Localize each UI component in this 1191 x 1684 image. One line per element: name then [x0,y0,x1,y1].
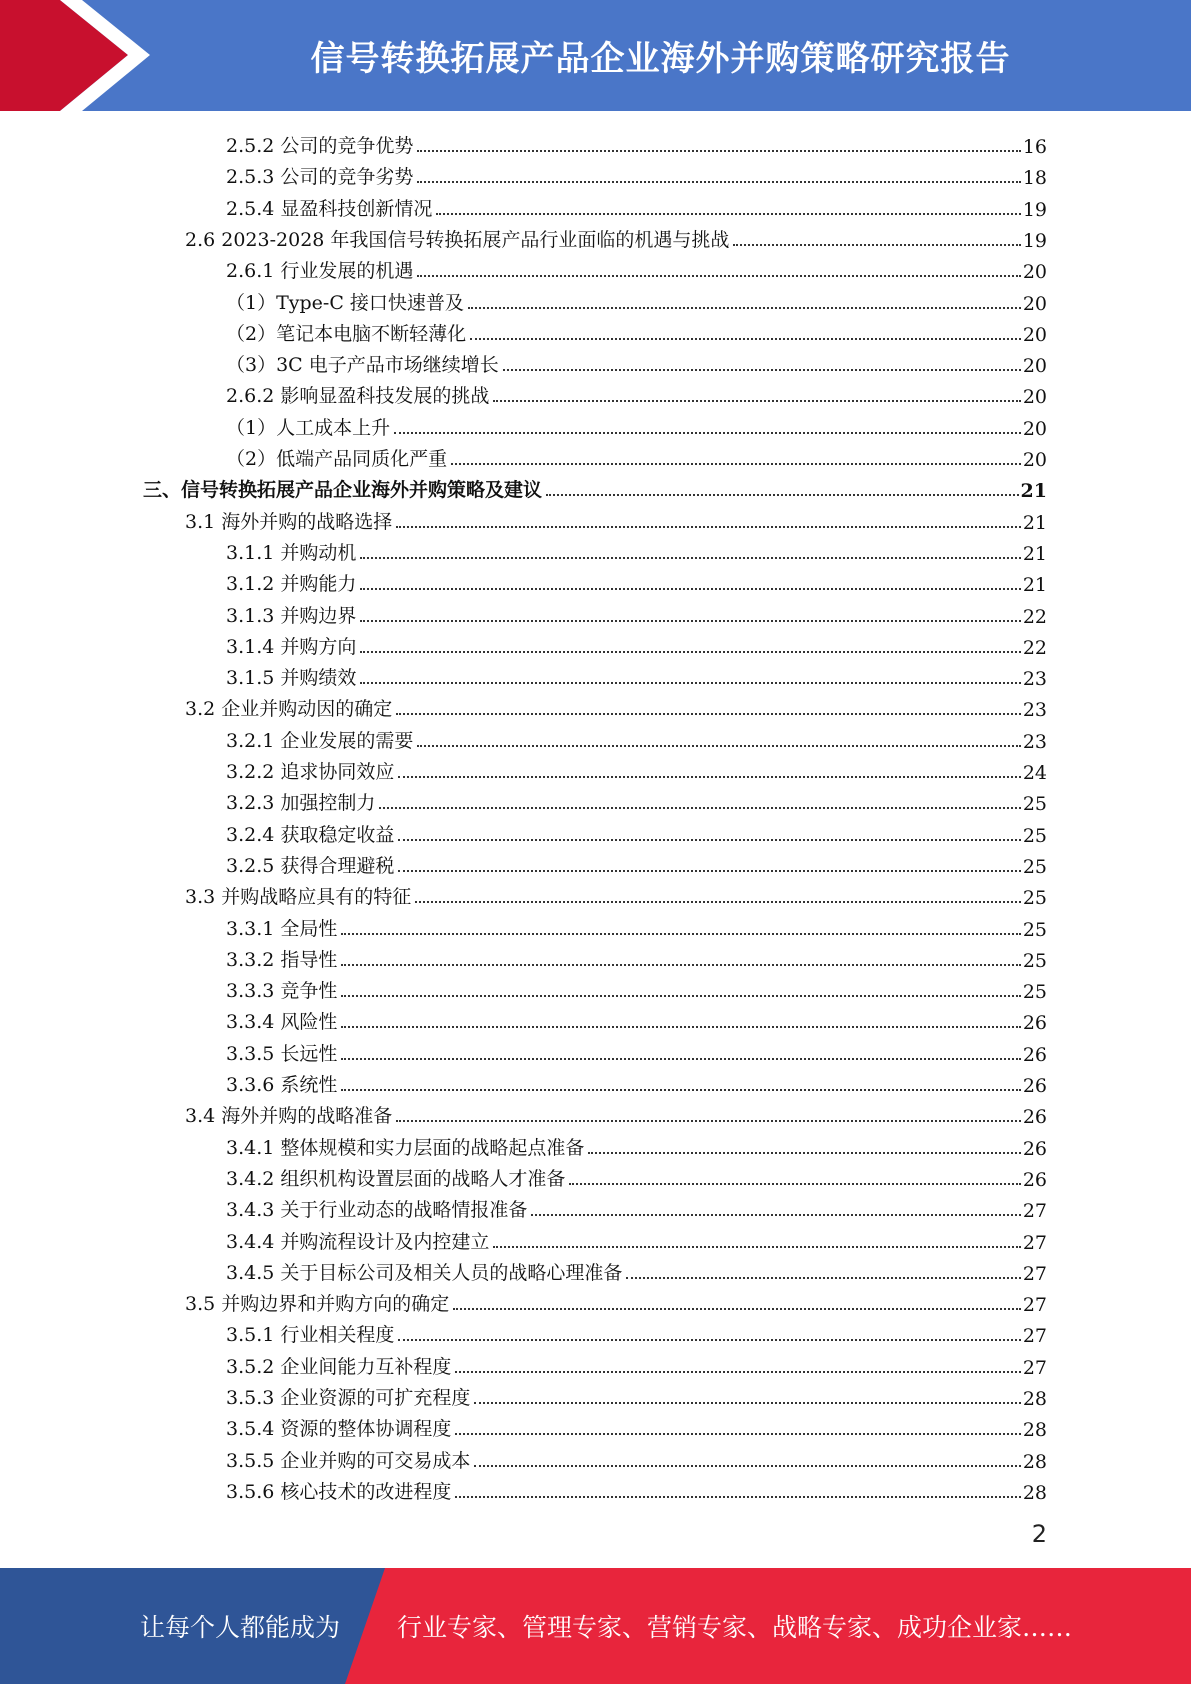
toc-dot-leader [417,181,1020,183]
toc-entry-label: 3.3.6 系统性 [226,1074,338,1096]
toc-dot-leader [360,588,1020,590]
toc-dot-leader [453,1308,1021,1310]
toc-entry[interactable] [226,1316,1047,1347]
toc-dot-leader [451,463,1021,465]
toc-entry-label: 3.4.1 整体规模和实力层面的战略起点准备 [226,1136,585,1159]
toc-entry-page: 21 [1022,542,1047,565]
toc-dot-leader [468,307,1021,309]
toc-dot-leader [474,1402,1020,1404]
toc-entry-page: 25 [1022,949,1047,972]
toc-entry[interactable] [226,377,1047,408]
toc-dot-leader [360,682,1020,684]
toc-entry-page: 28 [1022,1481,1047,1504]
toc-entry-label: 3.4.2 组织机构设置层面的战略人才准备 [226,1167,566,1190]
toc-dot-leader [398,870,1020,872]
toc-entry-label: 2.6 2023-2028 年我国信号转换拓展产品行业面临的机遇与挑战 [185,228,730,251]
page-number: 2 [1031,1520,1047,1548]
toc-entry-page: 26 [1022,1106,1047,1129]
toc-entry-page: 23 [1022,730,1047,753]
page-header [0,0,1191,111]
toc-entry[interactable] [226,158,1047,189]
report-title: 信号转换拓展产品企业海外并购策略研究报告 [310,39,1011,79]
toc-dot-leader [588,1152,1020,1154]
toc-entry-page: 25 [1022,793,1047,816]
toc-dot-leader [341,933,1020,935]
toc-entry-page: 28 [1022,1450,1047,1473]
toc-dot-leader [341,964,1020,966]
toc-dot-leader [417,745,1020,747]
toc-dot-leader [360,557,1020,559]
toc-entry[interactable] [226,1473,1047,1504]
toc-entry-page: 23 [1022,668,1047,691]
toc-dot-leader [626,1277,1020,1279]
toc-dot-leader [455,1433,1020,1435]
toc-entry-label: 3.1.1 并购动机 [226,541,357,564]
toc-entry-page: 27 [1022,1294,1047,1317]
toc-entry[interactable] [226,127,1047,158]
toc-entry-page: 26 [1022,1043,1047,1066]
toc-dot-leader [569,1183,1020,1185]
footer-slogan-right: 行业专家、管理专家、营销专家、战略专家、成功企业家…… [397,1613,1073,1642]
toc-entry[interactable] [185,1285,1047,1316]
toc-entry-label: 三、信号转换拓展产品企业海外并购策略及建议 [143,479,543,502]
toc-dot-leader [455,1371,1020,1373]
toc-dot-leader [379,807,1020,809]
toc-entry-page: 28 [1022,1419,1047,1442]
header-arrow-decoration [0,0,160,111]
toc-entry[interactable] [226,597,1047,628]
toc-dot-leader [531,1214,1020,1216]
toc-entry-label: （2）低端产品同质化严重 [226,448,448,470]
toc-entry-page: 25 [1022,887,1047,910]
toc-entry-page: 22 [1022,605,1047,628]
toc-entry-label: 2.6.1 行业发展的机遇 [226,260,414,283]
toc-entry[interactable] [185,221,1047,252]
toc-entry[interactable] [226,910,1047,941]
toc-entry[interactable] [226,440,1047,471]
toc-entry-label: 3.2.2 追求协同效应 [226,761,395,783]
toc-entry-label: 3.3.1 全局性 [226,917,338,940]
toc-dot-leader [415,901,1021,903]
toc-entry[interactable] [226,1066,1047,1097]
toc-entry-label: 3.3.2 指导性 [226,948,338,971]
toc-entry-label: 3.3.4 风险性 [226,1011,338,1034]
toc-entry-label: 3.5.6 核心技术的改进程度 [226,1480,452,1503]
toc-entry-page: 18 [1022,167,1047,190]
toc-entry[interactable] [226,1035,1047,1066]
toc-entry[interactable] [226,1254,1047,1285]
toc-dot-leader [341,1058,1020,1060]
toc-entry[interactable] [226,1348,1047,1379]
toc-dot-leader [360,620,1020,622]
toc-entry[interactable] [226,941,1047,972]
toc-entry-label: 3.1.3 并购边界 [226,604,357,627]
toc-dot-leader [493,1246,1020,1248]
toc-dot-leader [398,1339,1020,1341]
toc-entry-page: 21 [1020,480,1047,503]
toc-dot-leader [398,839,1020,841]
toc-dot-leader [394,432,1021,434]
toc-entry[interactable] [226,190,1047,221]
toc-entry[interactable] [185,690,1047,721]
toc-dot-leader [455,1496,1020,1498]
toc-entry-label: 3.3.3 竞争性 [226,980,338,1003]
toc-entry-label: 3.1.4 并购方向 [226,635,357,658]
toc-entry[interactable] [226,722,1047,753]
toc-entry[interactable] [226,847,1047,878]
toc-entry-label: 3.5 并购边界和并购方向的确定 [185,1293,450,1316]
toc-entry[interactable] [226,315,1047,346]
toc-dot-leader [398,776,1020,778]
toc-entry-label: 3.5.2 企业间能力互补程度 [226,1355,452,1378]
toc-entry-page: 25 [1022,855,1047,878]
toc-dot-leader [470,338,1021,340]
toc-entry-page: 20 [1022,449,1047,471]
toc-entry-page: 20 [1022,386,1047,409]
toc-entry-page: 26 [1022,1075,1047,1097]
toc-entry-page: 20 [1022,355,1047,378]
toc-entry[interactable] [226,565,1047,596]
toc-dot-leader [493,400,1020,402]
toc-entry-label: （3）3C 电子产品市场继续增长 [226,354,499,377]
toc-entry-page: 27 [1022,1325,1047,1348]
toc-entry-label: 2.5.2 公司的竞争优势 [226,135,414,157]
toc-dot-leader [436,213,1020,215]
footer-slogan-left: 让每个人都能成为 [140,1613,341,1642]
toc-entry-page: 25 [1022,918,1047,941]
toc-entry[interactable] [226,628,1047,659]
toc-dot-leader [474,1465,1020,1467]
toc-entry-label: 3.5.1 行业相关程度 [226,1324,395,1347]
toc-dot-leader [341,1089,1020,1091]
toc-entry[interactable] [226,1191,1047,1222]
toc-entry-page: 27 [1022,1262,1047,1285]
toc-entry-page: 20 [1022,261,1047,284]
toc-entry-label: （2）笔记本电脑不断轻薄化 [226,322,467,345]
toc-entry[interactable] [226,1379,1047,1410]
toc-entry-label: 2.5.3 公司的竞争劣势 [226,166,414,189]
toc-entry[interactable] [226,972,1047,1003]
toc-entry-page: 19 [1022,198,1047,221]
toc-entry-label: 3.1.2 并购能力 [226,573,357,596]
toc-entry-page: 28 [1022,1388,1047,1410]
toc-entry[interactable] [226,1003,1047,1034]
toc-entry-page: 27 [1022,1356,1047,1379]
toc-entry-page: 26 [1022,1137,1047,1160]
toc-entry[interactable] [226,534,1047,565]
toc-entry[interactable] [226,252,1047,283]
toc-entry-page: 26 [1022,1012,1047,1035]
toc-entry-page: 26 [1022,1168,1047,1191]
toc-entry[interactable] [226,1129,1047,1160]
toc-entry[interactable] [226,816,1047,847]
page-footer [0,1568,1191,1684]
toc-entry-label: 3.2.3 加强控制力 [226,792,376,815]
toc-entry-label: （1）人工成本上升 [226,416,391,439]
toc-entry-page: 20 [1022,417,1047,440]
toc-entry-label: 3.5.5 企业并购的可交易成本 [226,1449,471,1472]
toc-entry-page: 19 [1022,229,1047,252]
toc-entry-page: 21 [1022,511,1047,534]
toc-entry[interactable] [226,284,1047,315]
toc-dot-leader [503,369,1021,371]
toc-entry-label: （1）Type-C 接口快速普及 [226,291,464,314]
toc-dot-leader [396,1120,1021,1122]
toc-entry-page: 20 [1022,323,1047,346]
toc-entry[interactable] [185,878,1047,909]
toc-entry-label: 3.2.5 获得合理避税 [226,854,395,877]
toc-entry[interactable] [185,503,1047,534]
toc-entry-label: 3.3 并购战略应具有的特征 [185,886,412,909]
toc-dot-leader [396,526,1021,528]
toc-entry[interactable] [226,753,1047,784]
toc-entry[interactable] [226,1223,1047,1254]
toc-entry-page: 23 [1022,699,1047,722]
toc-entry-page: 24 [1022,762,1047,784]
toc-entry-label: 3.4.5 关于目标公司及相关人员的战略心理准备 [226,1261,623,1284]
toc-entry[interactable] [226,1410,1047,1441]
toc-entry-page: 20 [1022,292,1047,315]
toc-entry[interactable] [226,1160,1047,1191]
toc-entry-page: 25 [1022,981,1047,1004]
toc-entry[interactable] [226,1442,1047,1473]
toc-entry-page: 21 [1022,574,1047,597]
toc-entry-page: 25 [1022,824,1047,847]
toc-entry-label: 3.4.4 并购流程设计及内控建立 [226,1230,490,1253]
toc-dot-leader [417,275,1020,277]
toc-entry-label: 3.1.5 并购绩效 [226,667,357,690]
toc-entry-page: 27 [1022,1200,1047,1223]
toc-entry-label: 2.6.2 影响显盈科技发展的挑战 [226,385,490,408]
toc-entry-page: 27 [1022,1231,1047,1254]
toc-entry-label: 3.5.4 资源的整体协调程度 [226,1418,452,1441]
toc-entry-label: 3.2 企业并购动因的确定 [185,698,393,721]
toc-dot-leader [546,494,1019,496]
toc-entry[interactable] [226,346,1047,377]
toc-entry-label: 3.4 海外并购的战略准备 [185,1105,393,1128]
toc-entry-page: 22 [1022,636,1047,659]
toc-entry[interactable] [185,1097,1047,1128]
toc-entry[interactable] [226,409,1047,440]
toc-entry[interactable] [226,784,1047,815]
toc-dot-leader [733,244,1020,246]
toc-entry-label: 3.2.4 获取稳定收益 [226,823,395,846]
toc-dot-leader [341,1026,1020,1028]
toc-entry-label: 3.5.3 企业资源的可扩充程度 [226,1387,471,1409]
toc-dot-leader [341,995,1020,997]
toc-entry-label: 3.2.1 企业发展的需要 [226,729,414,752]
toc-entry[interactable] [143,471,1047,502]
toc-dot-leader [417,150,1020,152]
toc-entry-label: 2.5.4 显盈科技创新情况 [226,197,433,220]
toc-entry-page: 16 [1022,136,1047,158]
toc-entry[interactable] [226,659,1047,690]
toc-dot-leader [396,713,1021,715]
toc-entry-label: 3.3.5 长远性 [226,1042,338,1065]
toc-entry-label: 3.1 海外并购的战略选择 [185,510,393,533]
toc-dot-leader [360,651,1020,653]
toc-entry-label: 3.4.3 关于行业动态的战略情报准备 [226,1199,528,1222]
